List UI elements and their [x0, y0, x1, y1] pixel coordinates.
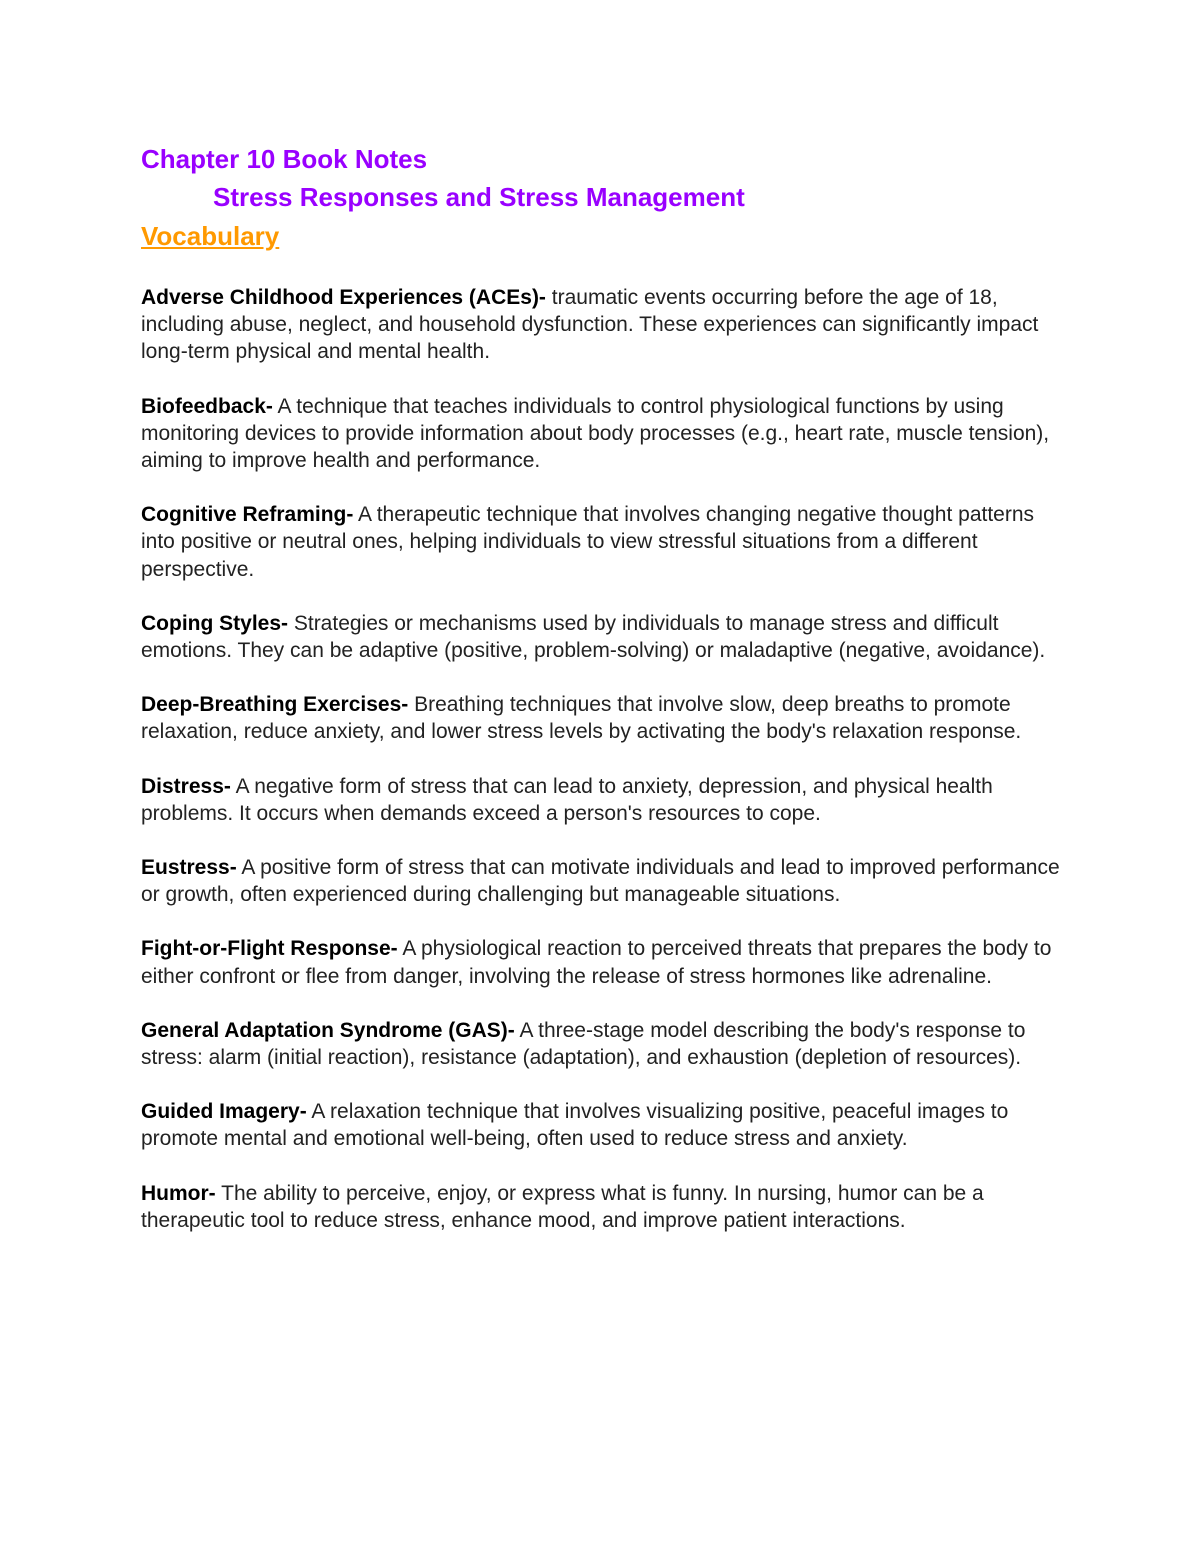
- vocabulary-list: [141, 284, 1061, 1234]
- page-title: Chapter 10 Book Notes: [141, 144, 428, 174]
- vocabulary-entry: [141, 691, 1061, 745]
- vocabulary-term: Biofeedback-: [141, 394, 273, 418]
- vocabulary-entry: [141, 393, 1061, 475]
- vocabulary-entry: [141, 773, 1061, 827]
- vocabulary-term: Cognitive Reframing-: [141, 503, 354, 527]
- vocabulary-term: Distress-: [141, 774, 231, 798]
- vocabulary-entry: [141, 1180, 1061, 1234]
- vocabulary-definition: traumatic events occurring before the age of 18, including abuse, neglect, and household dysfunction. These experiences can significantly impact long-term physical and mental health.: [141, 286, 1039, 364]
- vocabulary-definition: Breathing techniques that involve slow, deep breaths to promote relaxation, reduce anxiety, and lower stress levels by activating the body's relaxation response.: [141, 693, 1022, 744]
- vocabulary-definition: Strategies or mechanisms used by individuals to manage stress and difficult emotions. They can be adaptive (positive, problem-solving) or maladaptive (negative, avoidance).: [141, 611, 1046, 663]
- vocabulary-entry: [141, 1017, 1061, 1071]
- vocabulary-definition: A three-stage model describing the body's response to stress: alarm (initial reaction), resistance (adaptation), and exhaustion (depletion of resources).: [141, 1018, 1026, 1070]
- vocabulary-definition: A relaxation technique that involves visualizing positive, peaceful images to promote mental and emotional well-being, often used to reduce stress and anxiety.: [141, 1100, 1009, 1151]
- vocabulary-term: Coping Styles-: [141, 611, 289, 635]
- vocabulary-definition: A positive form of stress that can motivate individuals and lead to improved performance or growth, often experienced during challenging but manageable situations.: [141, 856, 1060, 907]
- vocabulary-term: Humor-: [141, 1181, 216, 1205]
- vocabulary-definition: A technique that teaches individuals to control physiological functions by using monitoring devices to provide information about body processes (e.g., heart rate, muscle tension), aiming to improve health and performance.: [141, 394, 1050, 473]
- vocabulary-entry: [141, 1098, 1061, 1152]
- vocabulary-entry: [141, 610, 1061, 664]
- vocabulary-term: Adverse Childhood Experiences (ACEs)-: [141, 286, 546, 309]
- vocabulary-term: Guided Imagery-: [141, 1100, 307, 1124]
- vocabulary-entry: [141, 935, 1061, 989]
- vocabulary-term: Eustress-: [141, 856, 237, 880]
- vocabulary-term: Fight-or-Flight Response-: [141, 937, 398, 961]
- page-subtitle: Stress Responses and Stress Management: [213, 182, 745, 212]
- vocabulary-term: Deep-Breathing Exercises-: [141, 693, 409, 717]
- vocabulary-entry: [141, 284, 1061, 366]
- vocabulary-definition: A therapeutic technique that involves changing negative thought patterns into positive or neutral ones, helping individuals to view stressful situations from a different perspective.: [141, 503, 1035, 581]
- vocabulary-definition: A negative form of stress that can lead to anxiety, depression, and physical health problems. It occurs when demands exceed a person's resources to cope.: [141, 774, 993, 825]
- vocabulary-entry: [141, 854, 1061, 908]
- section-heading-vocabulary: Vocabulary: [141, 221, 280, 251]
- vocabulary-entry: [141, 501, 1061, 583]
- vocabulary-definition: The ability to perceive, enjoy, or express what is funny. In nursing, humor can be a therapeutic tool to reduce stress, enhance mood, and improve patient interactions.: [141, 1181, 984, 1232]
- document-page: [141, 140, 1061, 1261]
- vocabulary-definition: A physiological reaction to perceived threats that prepares the body to either confront or flee from danger, involving the release of stress hormones like adrenaline.: [141, 937, 1052, 988]
- vocabulary-term: General Adaptation Syndrome (GAS)-: [141, 1018, 515, 1042]
